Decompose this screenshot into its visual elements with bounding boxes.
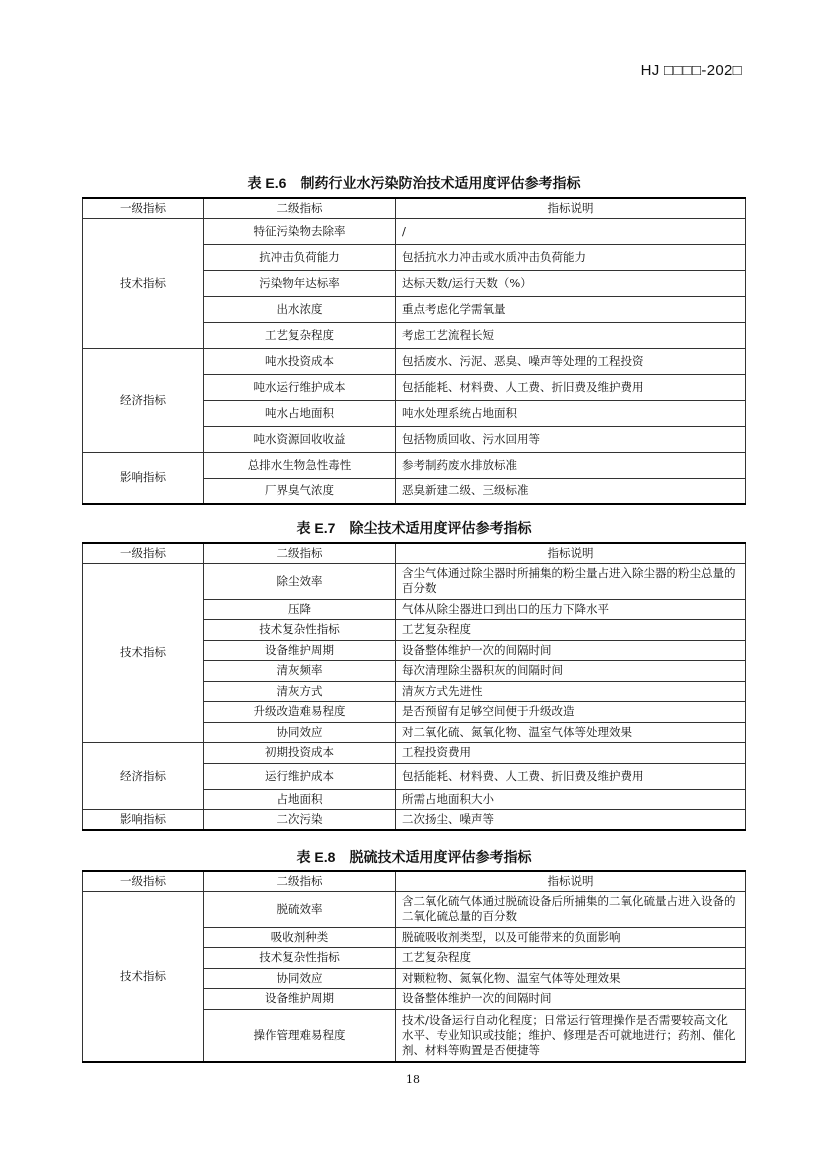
level1-cell: 影响指标 [83, 452, 204, 504]
table-row [83, 563, 746, 599]
level2-cell: 技术复杂性指标 [204, 948, 396, 969]
level2-cell: 总排水生物急性毒性 [204, 452, 396, 478]
table-row [83, 218, 746, 244]
description-cell: 每次清理除尘器积灰的间隔时间 [396, 661, 746, 682]
header-description: 指标说明 [396, 198, 746, 218]
table-e6-caption: 表 E.6 制药行业水污染防治技术适用度评估参考指标 [247, 175, 581, 191]
level2-cell: 清灰频率 [204, 661, 396, 682]
table-header-row [83, 543, 746, 563]
level2-cell: 设备维护周期 [204, 640, 396, 661]
level2-cell: 操作管理难易程度 [204, 1009, 396, 1062]
level2-cell: 除尘效率 [204, 563, 396, 599]
header-level2: 二级指标 [204, 198, 396, 218]
description-cell: 包括物质回收、污水回用等 [396, 426, 746, 452]
description-cell: 恶臭新建二级、三级标准 [396, 478, 746, 504]
description-cell: 对颗粒物、氮氧化物、温室气体等处理效果 [396, 968, 746, 989]
level1-cell: 影响指标 [83, 810, 204, 831]
header-description: 指标说明 [396, 543, 746, 563]
level2-cell: 压降 [204, 599, 396, 620]
description-cell: 对二氧化硫、氮氧化物、温室气体等处理效果 [396, 722, 746, 743]
description-cell: 设备整体维护一次的间隔时间 [396, 640, 746, 661]
level2-cell: 工艺复杂程度 [204, 322, 396, 348]
description-cell: 考虑工艺流程长短 [396, 322, 746, 348]
level2-cell: 技术复杂性指标 [204, 620, 396, 641]
description-cell: 包括抗水力冲击或水质冲击负荷能力 [396, 244, 746, 270]
description-cell: 二次扬尘、噪声等 [396, 810, 746, 831]
level2-cell: 设备维护周期 [204, 989, 396, 1010]
level2-cell: 吨水占地面积 [204, 400, 396, 426]
description-cell: 含尘气体通过除尘器时所捕集的粉尘量占进入除尘器的粉尘总量的百分数 [396, 563, 746, 599]
description-cell: 脱硫吸收剂类型，以及可能带来的负面影响 [396, 927, 746, 948]
level1-cell: 经济指标 [83, 348, 204, 452]
table-e7-caption: 表 E.7 除尘技术适用度评估参考指标 [296, 520, 532, 536]
level1-cell: 技术指标 [83, 563, 204, 743]
level2-cell: 占地面积 [204, 789, 396, 810]
description-cell: 气体从除尘器进口到出口的压力下降水平 [396, 599, 746, 620]
description-cell: 包括能耗、材料费、人工费、折旧费及维护费用 [396, 374, 746, 400]
table-e8-caption: 表 E.8 脱硫技术适用度评估参考指标 [296, 849, 532, 865]
table-header-row [83, 871, 746, 891]
level2-cell: 特征污染物去除率 [204, 218, 396, 244]
level2-cell: 清灰方式 [204, 681, 396, 702]
header-level1: 一级指标 [83, 871, 204, 891]
description-cell: 是否预留有足够空间便于升级改造 [396, 702, 746, 723]
description-cell: 设备整体维护一次的间隔时间 [396, 989, 746, 1010]
table-row [83, 348, 746, 374]
document-code: HJ □□□□-202□ [640, 62, 742, 79]
level2-cell: 吨水投资成本 [204, 348, 396, 374]
header-level1: 一级指标 [83, 543, 204, 563]
level2-cell: 吨水资源回收收益 [204, 426, 396, 452]
level2-cell: 运行维护成本 [204, 763, 396, 789]
header-level1: 一级指标 [83, 198, 204, 218]
description-cell: 包括废水、污泥、恶臭、噪声等处理的工程投资 [396, 348, 746, 374]
table-header-row [83, 198, 746, 218]
table-e8 [82, 870, 746, 1063]
description-cell: 工程投资费用 [396, 743, 746, 764]
table-e7 [82, 542, 746, 831]
level2-cell: 吸收剂种类 [204, 927, 396, 948]
description-cell: 包括能耗、材料费、人工费、折旧费及维护费用 [396, 763, 746, 789]
level2-cell: 厂界臭气浓度 [204, 478, 396, 504]
description-cell: 技术/设备运行自动化程度；日常运行管理操作是否需要较高文化水平、专业知识或技能；维护、修理是否可就地进行；药剂、催化剂、材料等购置是否便捷等 [396, 1009, 746, 1062]
level2-cell: 污染物年达标率 [204, 270, 396, 296]
table-row [83, 810, 746, 831]
description-cell: 重点考虑化学需氧量 [396, 296, 746, 322]
level2-cell: 二次污染 [204, 810, 396, 831]
level2-cell: 吨水运行维护成本 [204, 374, 396, 400]
description-cell: 工艺复杂程度 [396, 948, 746, 969]
table-row [83, 743, 746, 764]
level2-cell: 抗冲击负荷能力 [204, 244, 396, 270]
description-cell: 吨水处理系统占地面积 [396, 400, 746, 426]
level1-cell: 技术指标 [83, 218, 204, 348]
level2-cell: 初期投资成本 [204, 743, 396, 764]
level1-cell: 技术指标 [83, 891, 204, 1062]
description-cell: 清灰方式先进性 [396, 681, 746, 702]
description-cell: 所需占地面积大小 [396, 789, 746, 810]
level2-cell: 升级改造难易程度 [204, 702, 396, 723]
header-level2: 二级指标 [204, 871, 396, 891]
description-cell: 工艺复杂程度 [396, 620, 746, 641]
header-level2: 二级指标 [204, 543, 396, 563]
level1-cell: 经济指标 [83, 743, 204, 810]
table-row [83, 891, 746, 927]
level2-cell: 协同效应 [204, 968, 396, 989]
description-cell: 含二氧化硫气体通过脱硫设备后所捕集的二氧化硫量占进入设备的二氧化硫总量的百分数 [396, 891, 746, 927]
header-description: 指标说明 [396, 871, 746, 891]
description-cell: 达标天数/运行天数（%） [396, 270, 746, 296]
level2-cell: 脱硫效率 [204, 891, 396, 927]
description-cell: / [396, 218, 746, 244]
page-number: 18 [406, 1073, 420, 1086]
description-cell: 参考制药废水排放标准 [396, 452, 746, 478]
table-e6 [82, 197, 746, 505]
level2-cell: 出水浓度 [204, 296, 396, 322]
table-row [83, 452, 746, 478]
level2-cell: 协同效应 [204, 722, 396, 743]
